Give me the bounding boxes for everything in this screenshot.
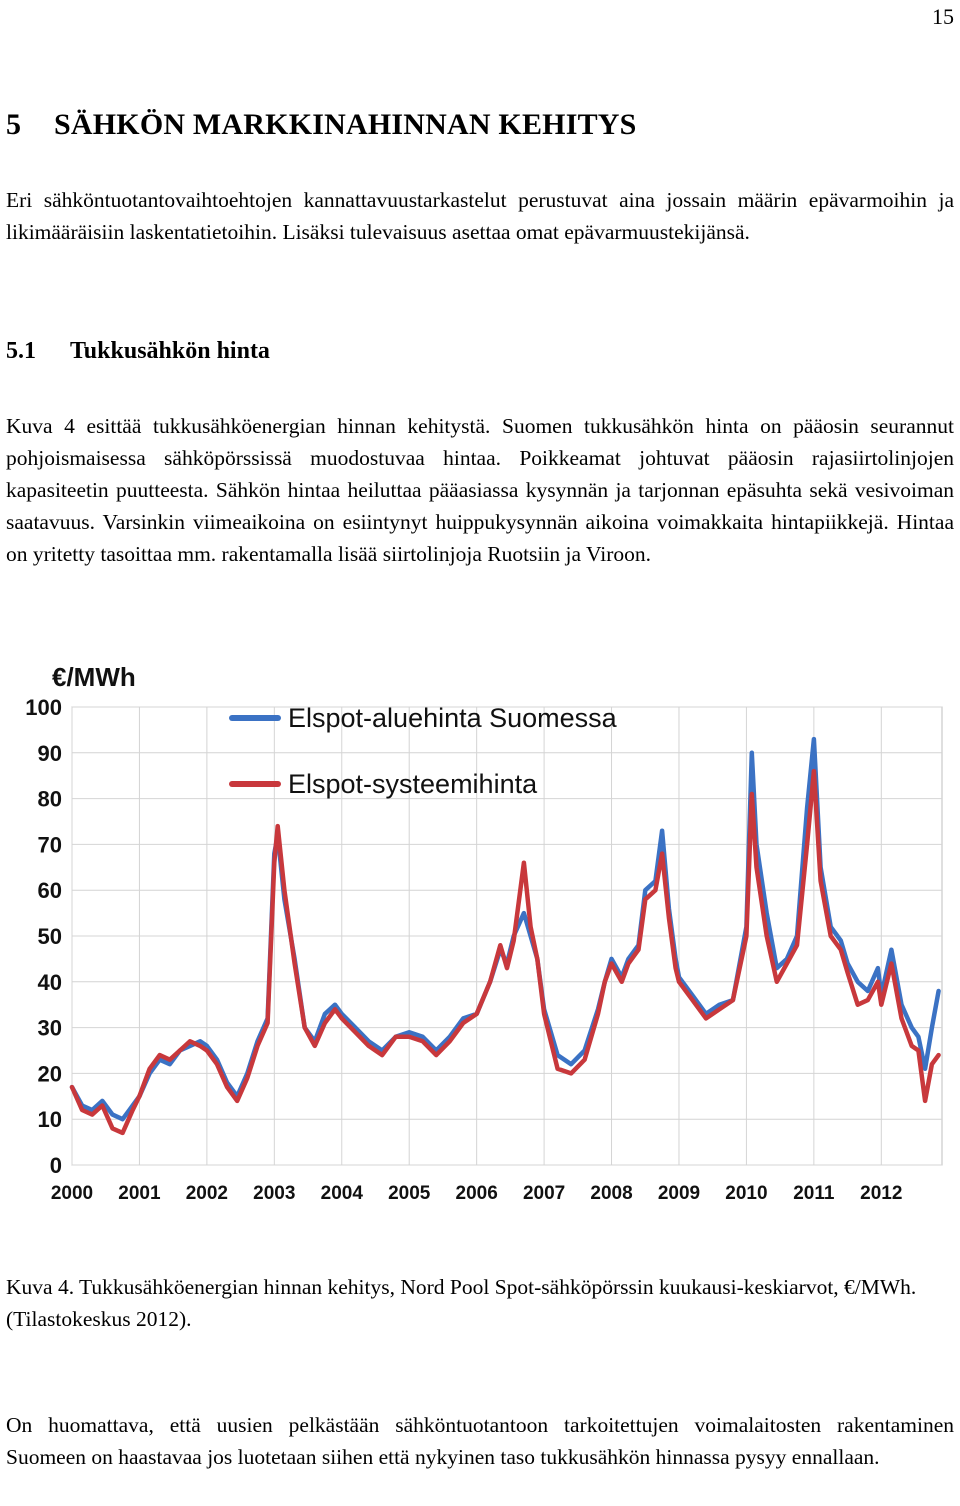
y-tick-label: 100 [25, 695, 62, 720]
y-tick-label: 20 [37, 1061, 62, 1087]
y-tick-label: 90 [37, 740, 62, 766]
section-title: SÄHKÖN MARKKINAHINNAN KEHITYS [54, 108, 637, 141]
price-chart [0, 650, 960, 1220]
y-tick-label: 0 [49, 1153, 62, 1178]
x-tick-label: 2000 [50, 1183, 94, 1204]
legend-label: Elspot-systeemihinta [288, 769, 538, 799]
x-tick-label: 2004 [320, 1183, 363, 1204]
y-tick-label: 40 [37, 969, 62, 995]
series-line [72, 771, 939, 1133]
y-tick-label: 80 [37, 786, 62, 812]
y-tick-label: 70 [37, 832, 62, 858]
y-tick-label: 60 [37, 878, 62, 904]
x-tick-label: 2001 [118, 1183, 161, 1204]
x-tick-label: 2007 [522, 1183, 566, 1204]
intro-paragraph: Eri sähköntuotantovaihtoehtojen kannattavuustarkastelut perustuvat aina jossain määrin epävarmoihin ja likimääräisiin laskentatietoihin. Lisäksi tulevaisuus asettaa omat epävarmuustekijänsä. [6, 188, 954, 244]
x-tick-labels [51, 1183, 903, 1204]
x-tick-label: 2008 [590, 1183, 633, 1204]
subsection-heading [6, 338, 270, 365]
page-number: 15 [932, 4, 954, 29]
subsection-number: 5.1 [6, 338, 36, 364]
x-tick-label: 2006 [455, 1183, 498, 1204]
x-tick-label: 2002 [185, 1183, 229, 1204]
subsection-title: Tukkusähkön hinta [70, 338, 270, 364]
section-heading [6, 108, 637, 142]
y-tick-label: 10 [37, 1107, 62, 1133]
x-tick-label: 2005 [388, 1183, 431, 1204]
y-axis-label: €/MWh [52, 662, 136, 692]
chart-legend [232, 703, 618, 799]
x-tick-label: 2010 [725, 1183, 768, 1204]
figure-caption: Kuva 4. Tukkusähköenergian hinnan kehitys, Nord Pool Spot-sähköpörssin kuukausi-keskiarvot, €/MWh. (Tilastokeskus 2012). [6, 1275, 917, 1331]
section-number: 5 [6, 108, 22, 141]
legend-label: Elspot-aluehinta Suomessa [288, 703, 617, 733]
closing-paragraph: On huomattava, että uusien pelkästään sähköntuotantoon tarkoitettujen voimalaitosten rakentaminen Suomeen on haastavaa jos luotetaan siihen että nykyinen taso tukkusähkön hinnassa pysyy ennallaan. [6, 1413, 954, 1469]
y-tick-label: 50 [37, 924, 62, 949]
body-paragraph: Kuva 4 esittää tukkusähköenergian hinnan kehitystä. Suomen tukkusähkön hinta on pääosin seurannut pohjoismaisessa sähköpörssissä muodostuvaa hintaa. Poikkeamat johtuvat pääosin rajasiirtolinjojen kapasiteetin puutteesta. Sähkön hintaa heiluttaa pääasiassa kysynnän ja tarjonnan epäsuhta sekä vesivoiman saatavuus. Varsinkin viimeaikoina on esiintynyt huippukysynnän aikoina voimakkaita hintapiikkejä. Hintaa on yritetty tasoittaa mm. rakentamalla lisää siirtolinjoja Ruotsiin ja Viroon. [6, 414, 954, 566]
x-tick-label: 2003 [253, 1183, 296, 1204]
y-tick-labels [25, 695, 62, 1178]
y-tick-label: 30 [37, 1015, 62, 1041]
x-tick-label: 2011 [793, 1183, 835, 1204]
x-tick-label: 2012 [860, 1183, 903, 1204]
x-tick-label: 2009 [657, 1183, 701, 1204]
